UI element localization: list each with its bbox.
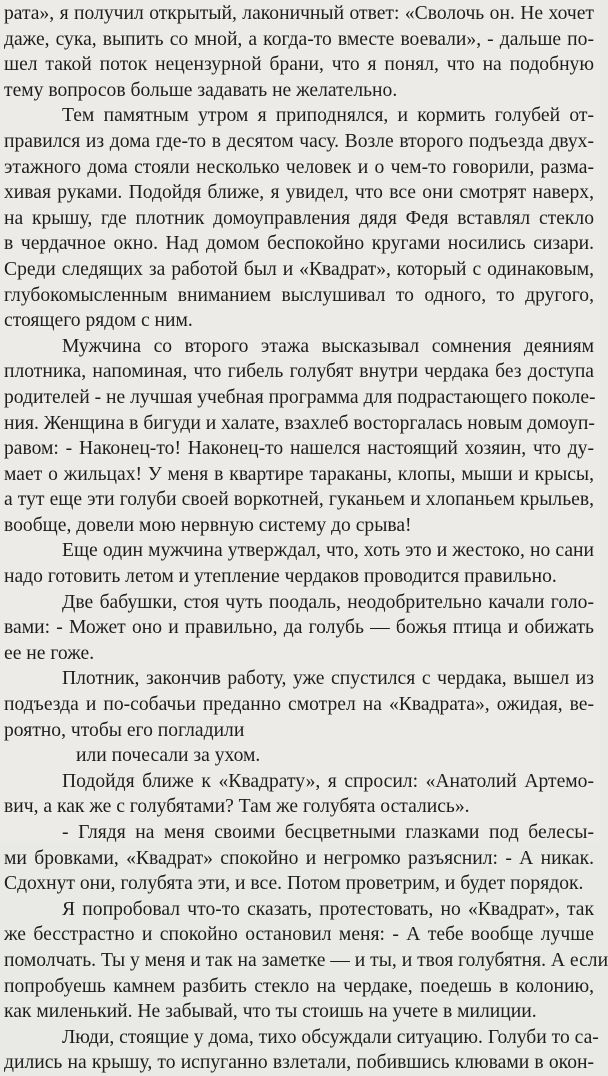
text-line: Мужчина со второго этажа высказывал сомнения деяниям xyxy=(62,335,594,357)
paragraph xyxy=(4,897,608,1025)
text-line: Сдохнут они, голубята эти, и все. Потом проветрим, и будет порядок. xyxy=(4,873,584,895)
paragraph xyxy=(4,1025,599,1076)
text-line: Две бабушки, стоя чуть поодаль, неодобрительно качали голо- xyxy=(62,591,594,613)
text-line: тему вопросов больше задавать не желательно. xyxy=(4,79,398,101)
paragraph xyxy=(4,820,594,897)
text-line: стоящего рядом с ним. xyxy=(4,310,193,332)
paragraph xyxy=(4,590,594,667)
text-line: этажного дома стояли несколько человек и о чем-то говорили, разма- xyxy=(4,156,594,178)
text-line: глубокомысленным вниманием выслушивал то одного, то другого, xyxy=(4,284,594,306)
paragraph xyxy=(4,538,594,589)
text-line: даже, сука, выпить со мной, а когда-то вместе воевали», - дальше по- xyxy=(4,28,594,50)
text-line: дились на крышу, то испуганно взлетали, побившись клювами в окон- xyxy=(4,1052,594,1074)
text-line: на крышу, где плотник домоуправления дядя Федя вставлял стекло xyxy=(4,207,594,229)
text-line: шел такой поток нецензурной брани, что я понял, что на подобную xyxy=(4,54,594,76)
text-line: вообще, довели мою нервную систему до срыва! xyxy=(4,514,412,536)
text-line: надо готовить летом и утепление чердаков проводится правильно. xyxy=(4,566,557,588)
text-line: плотника, напоминая, что гибель голубят внутри чердака без доступа xyxy=(4,361,594,383)
text-line: рата», я получил открытый, лаконичный ответ: «Сволочь он. Не хочет xyxy=(4,3,594,24)
text-line: правился из дома где-то в десятом часу. Возле второго подъезда двух- xyxy=(4,130,594,152)
paragraph xyxy=(4,103,594,333)
text-line: ния. Женщина в бигуди и халате, взахлеб восторгалась новым домоуп- xyxy=(4,412,595,434)
paragraph xyxy=(4,334,594,539)
text-line: родителей - не лучшая учебная программа для подрастающего поколе- xyxy=(4,386,596,408)
page-text xyxy=(4,1,608,1076)
text-line: же бесстрастно и спокойно остановил меня: - А тебе вообще лучше xyxy=(4,924,594,946)
text-line: как миленький. Не забывай, что ты стоишь на учете в милиции. xyxy=(4,1001,537,1023)
text-line: ми бровками, «Квадрат» спокойно и негромко разъяснил: - А никак. xyxy=(4,847,594,869)
text-line: Еще один мужчина утверждал, что, хоть это и жестоко, но сани xyxy=(62,540,594,562)
text-line: Подойдя ближе к «Квадрату», я спросил: «Анатолий Артемо- xyxy=(62,770,594,792)
text-line: равом: - Наконец-то! Наконец-то нашелся настоящий хозяин, что ду- xyxy=(4,438,594,460)
text-line: Люди, стоящие у дома, тихо обсуждали ситуацию. Голуби то са- xyxy=(62,1026,599,1048)
text-line: ее не гоже. xyxy=(4,642,95,664)
text-line: вич, а как же с голубятами? Там же голубята остались». xyxy=(4,796,470,818)
text-line: - Глядя на меня своими бесцветными глазками под белесы- xyxy=(62,822,594,843)
text-line: Я попробовал что-то сказать, протестовать, но «Квадрат», так xyxy=(62,898,594,920)
text-line: или почесали за ухом. xyxy=(76,745,261,767)
paragraph xyxy=(4,1,594,103)
text-line: Тем памятным утром я приподнялся, и кормить голубей от- xyxy=(62,105,594,127)
text-line: помолчать. Ты у меня и так на заметке — и ты, и твоя голубятня. А если xyxy=(4,949,608,971)
text-line: а тут еще эти голуби своей воркотней, гуканьем и хлопаньем крыльев, xyxy=(4,489,594,511)
text-line: подъезда и по-собачьи преданно смотрел на «Квадрата», ожидая, ве- xyxy=(4,694,594,716)
text-line: роятно, чтобы его погладили xyxy=(4,719,245,741)
text-line: вами: - Может оно и правильно, да голубь — божья птица и обижать xyxy=(4,617,594,639)
paragraph xyxy=(4,666,594,768)
text-line: хивая руками. Подойдя ближе, я увидел, что все они смотрят наверх, xyxy=(4,182,594,204)
text-line: в чердачное окно. Над домом беспокойно кругами носились сизари. xyxy=(4,233,594,255)
text-line: мает о жильцах! У меня в квартире тараканы, клопы, мыши и крысы, xyxy=(4,463,594,485)
text-line: Среди следящих за работой был и «Квадрат», который с одинаковым, xyxy=(4,258,594,280)
text-line: Плотник, закончив работу, уже спустился с чердака, вышел из xyxy=(62,668,594,690)
text-line: попробуешь камнем разбить стекло на чердаке, поедешь в колонию, xyxy=(4,975,594,997)
paragraph xyxy=(4,769,594,820)
